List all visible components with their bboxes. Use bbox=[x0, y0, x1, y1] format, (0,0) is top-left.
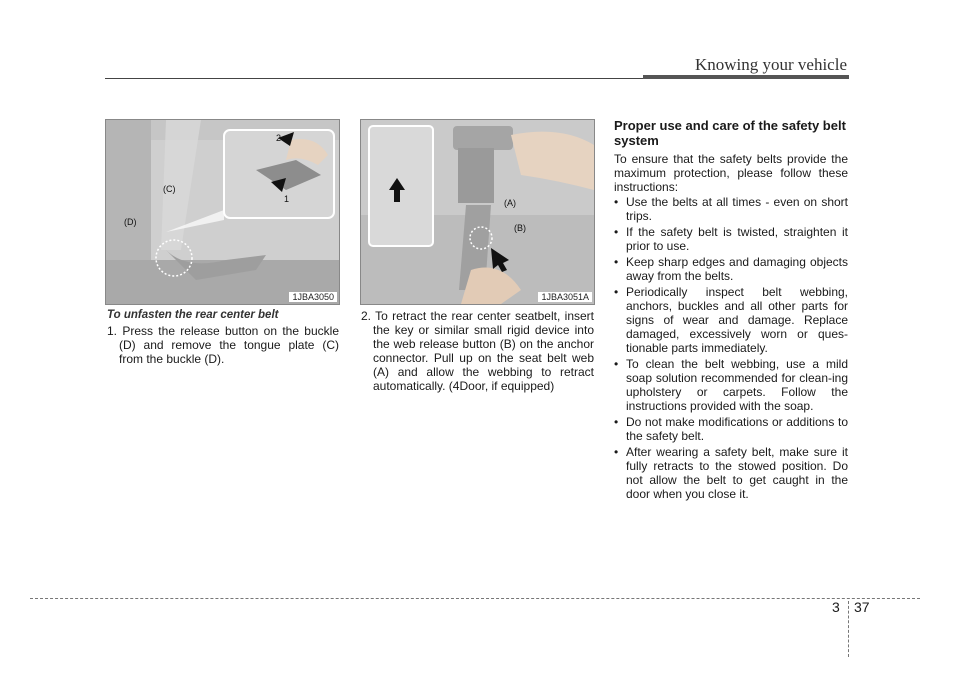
label-c: (C) bbox=[163, 184, 176, 194]
footer-divider bbox=[848, 601, 849, 657]
list-item: • After wearing a safety belt, make sure it fully retracts to the stowed position. Do not allow the belt to get caught in the door when you close it. bbox=[614, 445, 848, 501]
section-number: 3 bbox=[832, 599, 840, 615]
step-1-text: 1. Press the release button on the buckle (D) and remove the tongue plate (C) from the buckle (D). bbox=[107, 324, 339, 366]
section-heading: Proper use and care of the safety belt system bbox=[614, 118, 846, 148]
instructions-list bbox=[614, 195, 848, 503]
label-b: (B) bbox=[514, 223, 526, 233]
label-d: (D) bbox=[124, 217, 137, 227]
footer-rule bbox=[30, 598, 920, 599]
list-item: • To clean the belt webbing, use a mild soap solution recommended for clean-ing upholstery or carpets. Follow the instructions provided with the soap. bbox=[614, 357, 848, 413]
step-2-text: 2. To retract the rear center seatbelt, insert the key or similar small rigid device into the web release button (B) on the anchor connector. Pull up on the seat belt web (A) and allow the webbing to retract automatically. (4Door, if equipped) bbox=[361, 309, 594, 393]
caption-unfasten: To unfasten the rear center belt bbox=[107, 309, 279, 321]
photo-code: 1JBA3050 bbox=[289, 292, 337, 302]
page-number: 37 bbox=[854, 599, 870, 615]
header-accent-bar bbox=[643, 75, 849, 79]
list-item: • Keep sharp edges and damaging objects away from the belts. bbox=[614, 255, 848, 283]
list-item: • Use the belts at all times - even on short trips. bbox=[614, 195, 848, 223]
section-intro: To ensure that the safety belts provide the maximum protection, please follow these instructions: bbox=[614, 152, 848, 194]
photo-retract-belt bbox=[360, 119, 595, 305]
label-a: (A) bbox=[504, 198, 516, 208]
photo-code: 1JBA3051A bbox=[538, 292, 592, 302]
label-step-1: 1 bbox=[284, 194, 290, 204]
belt-buckle-illustration bbox=[106, 120, 339, 304]
photo-unfasten-belt bbox=[105, 119, 340, 305]
belt-retract-illustration bbox=[361, 120, 594, 304]
list-item: • Periodically inspect belt webbing, anchors, buckles and all other parts for signs of wear and damage. Replace damaged, excessively worn or ques-tionable parts immediately. bbox=[614, 285, 848, 355]
label-step-2: 2 bbox=[276, 133, 282, 143]
list-item: • If the safety belt is twisted, straighten it prior to use. bbox=[614, 225, 848, 253]
page-header-title: Knowing your vehicle bbox=[694, 55, 847, 74]
list-item: • Do not make modifications or additions to the safety belt. bbox=[614, 415, 848, 443]
